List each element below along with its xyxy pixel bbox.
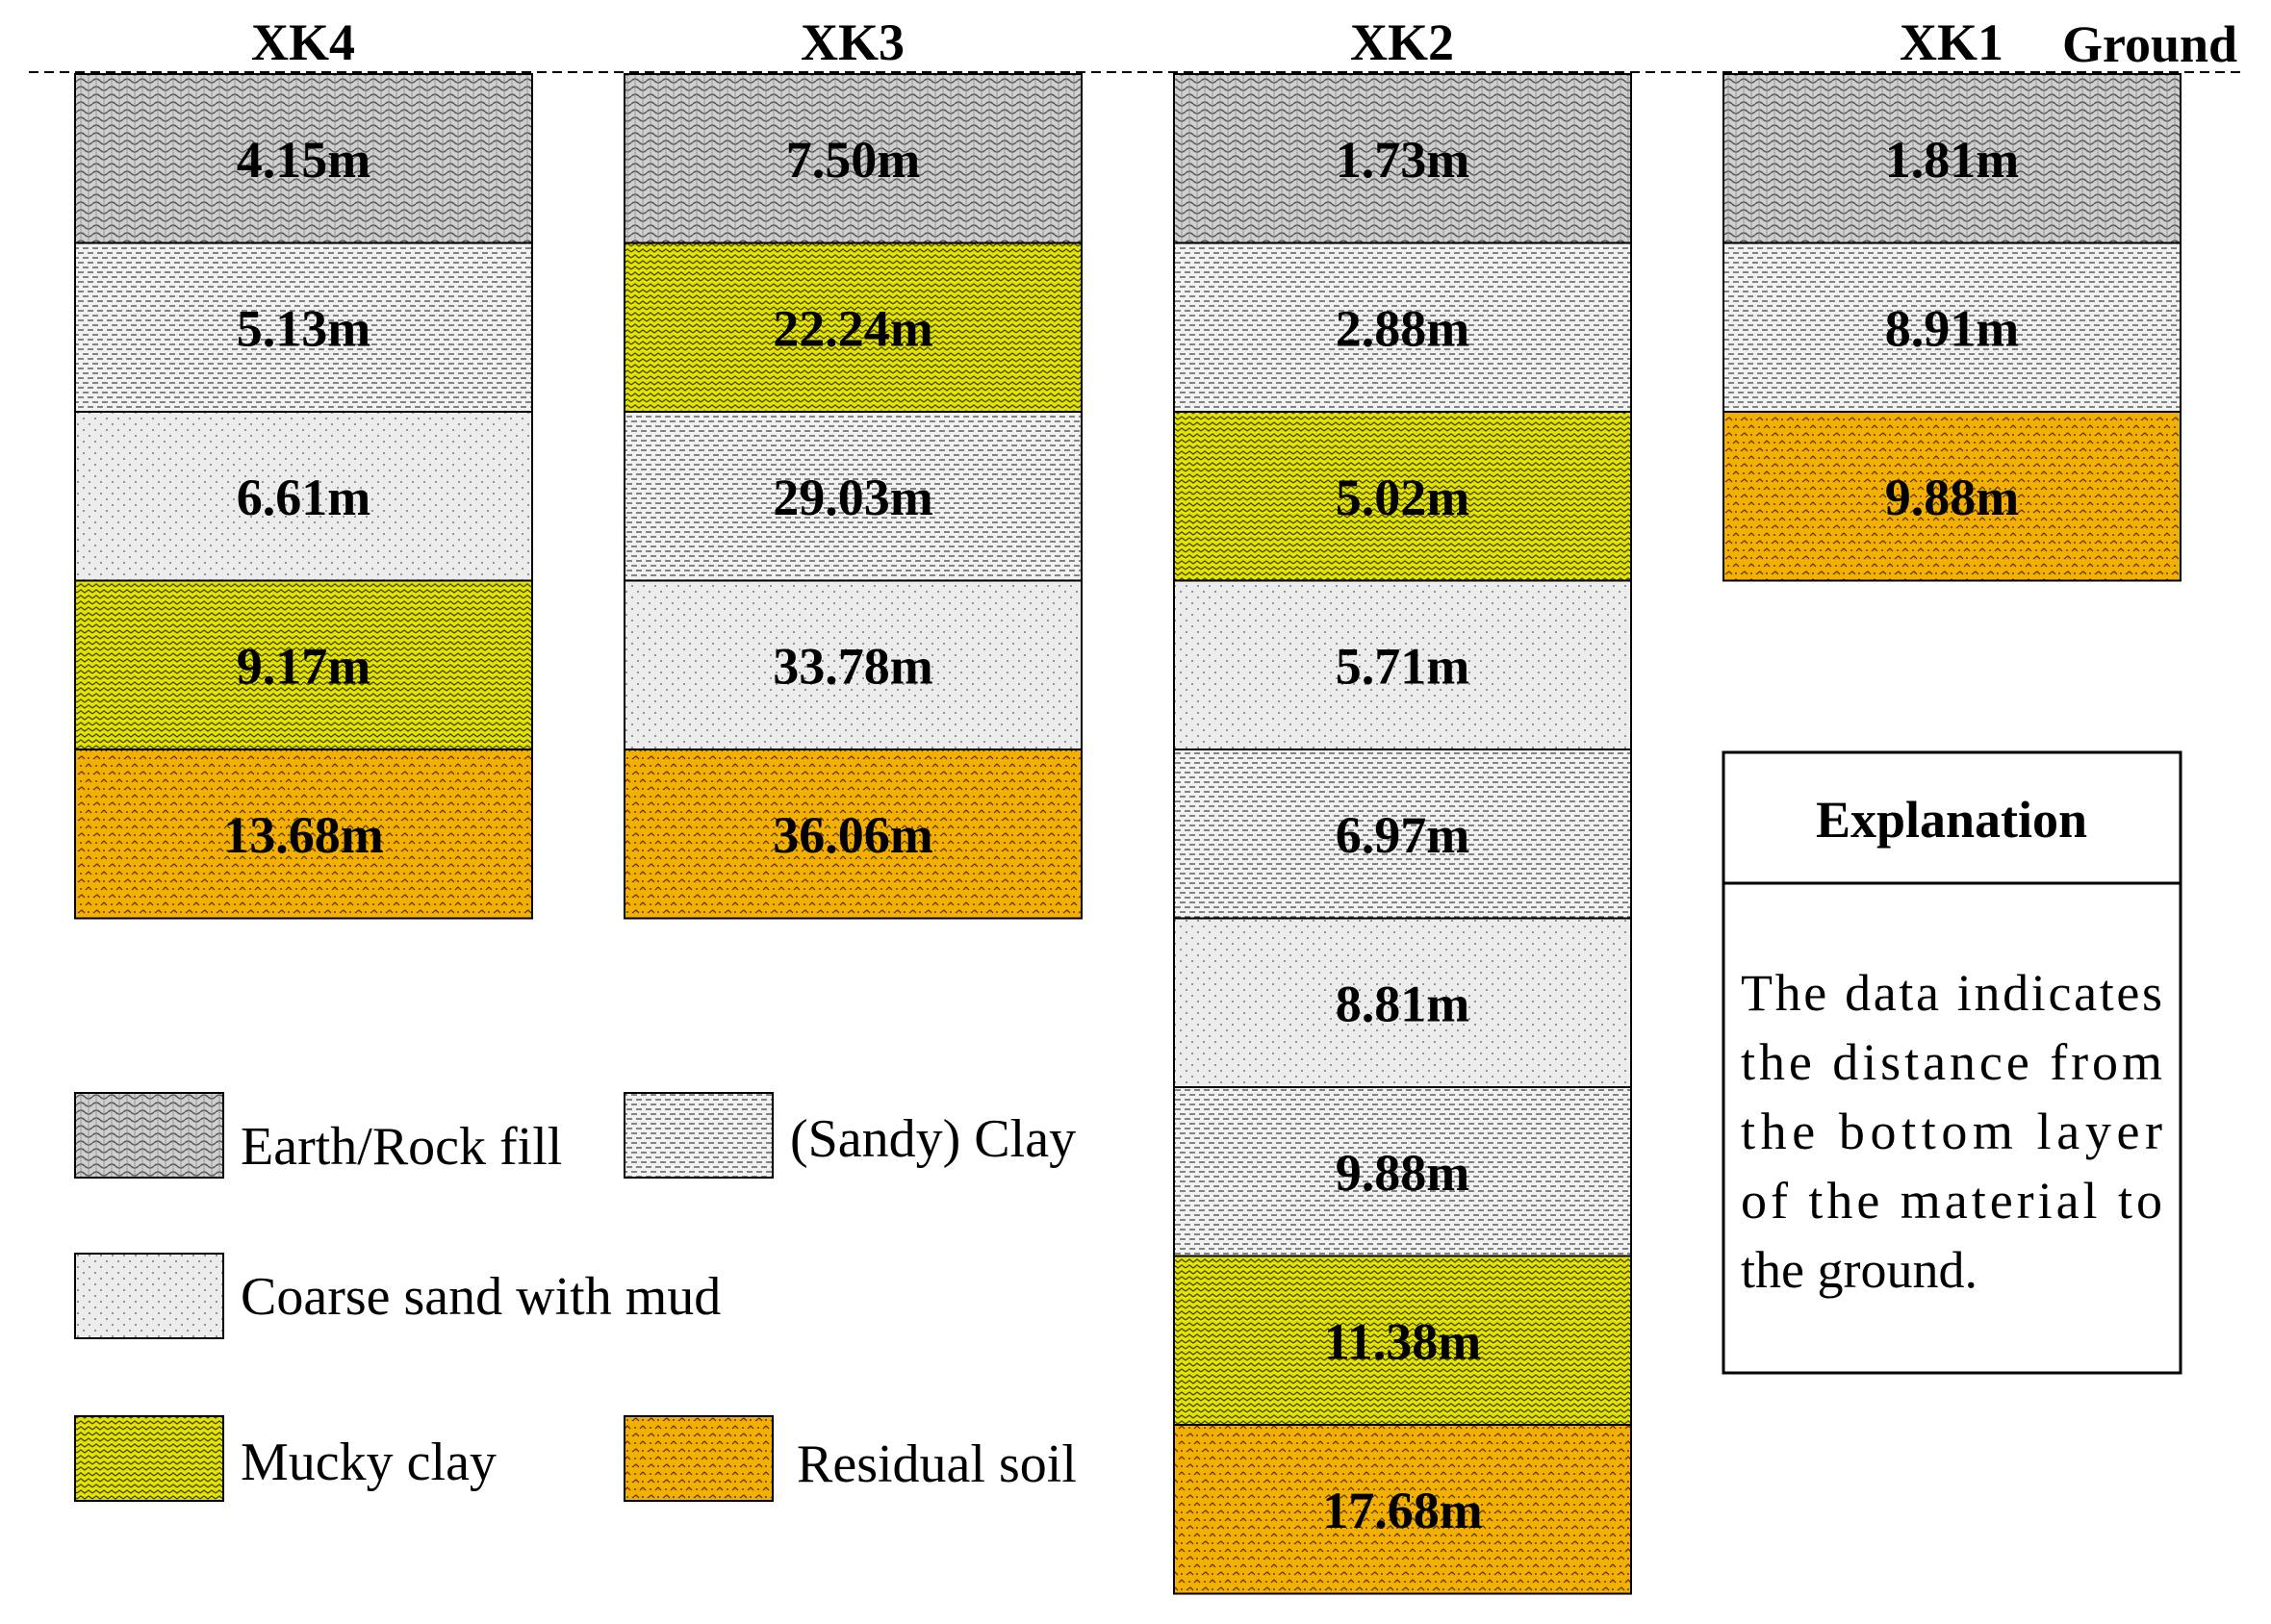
borehole-xk1-column (1723, 74, 2181, 581)
layer-depth-label: 2.88m (1335, 299, 1470, 358)
legend-swatch-clay (625, 1093, 773, 1178)
layer-depth-label: 4.15m (236, 130, 371, 189)
layer-depth-label: 8.81m (1335, 975, 1470, 1033)
layer-depth-label: 1.73m (1335, 130, 1470, 189)
legend-swatch-sand (75, 1254, 223, 1338)
borehole-xk2-column (1174, 74, 1631, 1594)
explanation-line-2: the distance from (1741, 1033, 2162, 1091)
legend-item-clay (625, 1093, 1076, 1178)
legend-item-mucky (75, 1416, 497, 1501)
legend-item-fill (75, 1093, 562, 1178)
legend (75, 1093, 1077, 1501)
explanation-line-4: of the material to (1741, 1172, 2162, 1230)
legend-label-mucky: Mucky clay (241, 1433, 497, 1492)
legend-label-clay: (Sandy) Clay (790, 1109, 1077, 1169)
layer-depth-label: 6.97m (1335, 805, 1470, 864)
explanation-box (1723, 752, 2181, 1373)
layer-depth-label: 36.06m (773, 805, 933, 864)
layer-depth-label: 7.50m (785, 130, 921, 189)
layer-depth-label: 13.68m (223, 805, 384, 864)
layer-depth-label: 29.03m (773, 468, 933, 526)
legend-swatch-mucky (75, 1416, 223, 1501)
borehole-xk3-column (625, 74, 1082, 919)
legend-label-sand: Coarse sand with mud (241, 1267, 722, 1327)
layer-depth-label: 9.17m (236, 637, 371, 696)
explanation-line-1: The data indicates (1741, 964, 2162, 1022)
borehole-xk1-title: XK1 (1900, 13, 2003, 71)
legend-label-residual: Residual soil (797, 1434, 1077, 1494)
layer-depth-label: 5.71m (1335, 637, 1470, 696)
layer-depth-label: 9.88m (1884, 468, 2020, 526)
explanation-line-3: the bottom layer (1741, 1103, 2162, 1160)
layer-depth-label: 33.78m (773, 637, 933, 696)
layer-depth-label: 22.24m (773, 299, 933, 358)
layer-depth-label: 6.61m (236, 468, 371, 526)
legend-label-fill: Earth/Rock fill (241, 1117, 563, 1177)
layer-depth-label: 5.02m (1335, 468, 1470, 526)
borehole-xk2-title: XK2 (1350, 13, 1454, 71)
borehole-xk3-title: XK3 (801, 13, 905, 71)
ground-label: Ground (2061, 15, 2238, 73)
layer-depth-label: 8.91m (1884, 299, 2020, 358)
layer-depth-label: 1.81m (1884, 130, 2020, 189)
layer-depth-label: 11.38m (1323, 1312, 1482, 1371)
layer-depth-label: 17.68m (1322, 1481, 1483, 1539)
legend-item-residual (625, 1416, 1077, 1501)
borehole-xk4-column (75, 74, 532, 919)
explanation-line-5: the ground. (1741, 1241, 1978, 1299)
legend-swatch-residual (625, 1416, 773, 1501)
explanation-title: Explanation (1815, 791, 2088, 849)
layer-depth-label: 5.13m (236, 299, 371, 358)
legend-item-sand (75, 1254, 721, 1338)
borehole-xk4-title: XK4 (251, 13, 355, 71)
legend-swatch-fill (75, 1093, 223, 1178)
layer-depth-label: 9.88m (1335, 1143, 1470, 1202)
